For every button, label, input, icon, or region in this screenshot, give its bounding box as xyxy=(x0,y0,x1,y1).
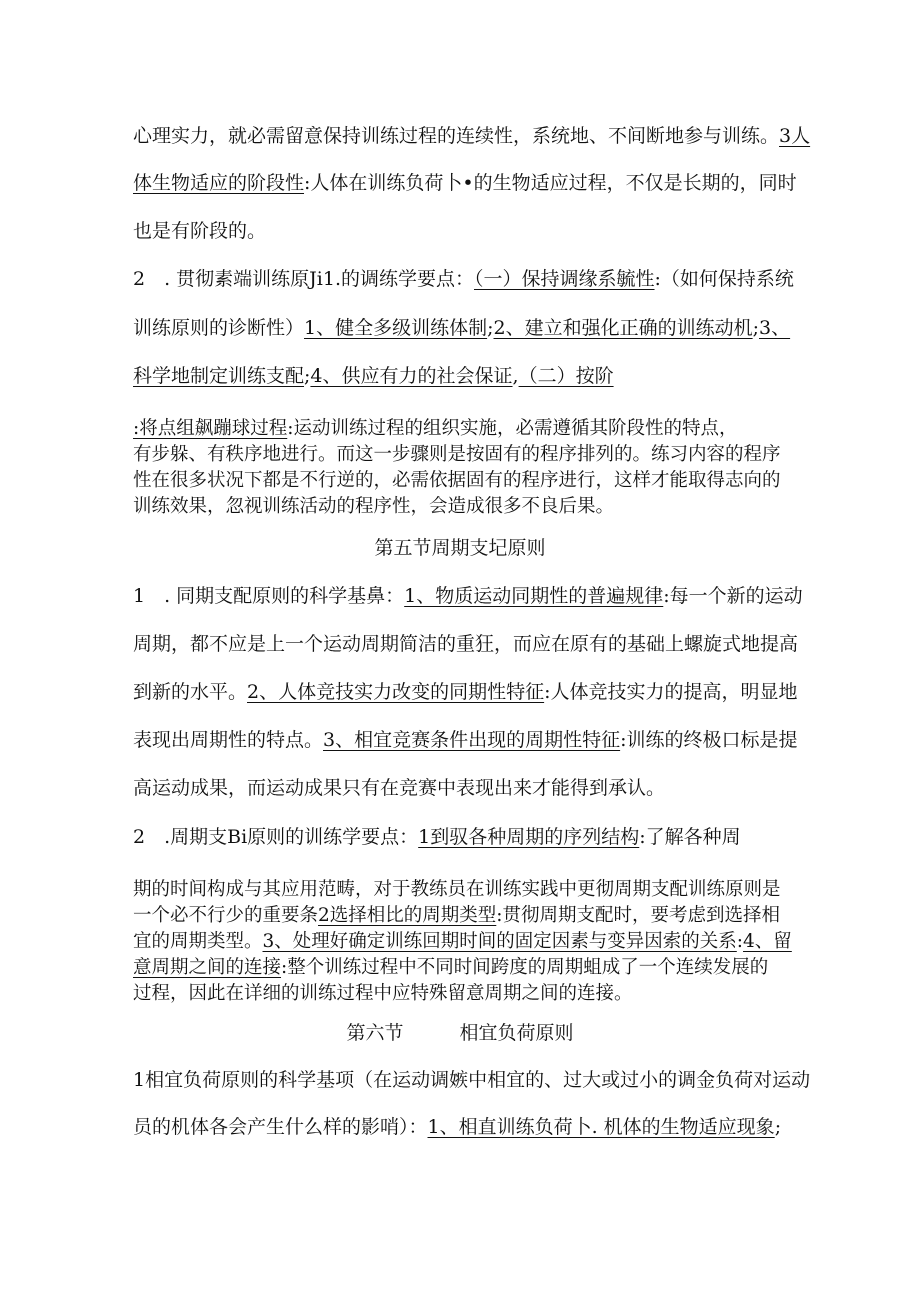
text-run: :整个训练过程中不同时间跨度的周期蛆成了一个连续发展的 xyxy=(281,957,769,978)
paragraph-line xyxy=(133,956,793,980)
paragraph-line xyxy=(133,878,793,902)
paragraph-line xyxy=(133,776,793,800)
text-run: 员的机体各会产生什么样的影哨）： xyxy=(133,1116,428,1138)
underlined-term: 3、处理好确定训练回期时间的固定因素与变异因索的关系 xyxy=(262,931,737,952)
section-heading xyxy=(0,1021,920,1045)
text-run: 周期，都不应是上一个运动周期简洁的重狂，而应在原有的基础上螺旋式地提高 xyxy=(133,633,799,655)
text-run: :贯彻周期支配时，要考虑到选择相 xyxy=(496,905,781,926)
text-run: ; xyxy=(487,317,494,339)
paragraph-line xyxy=(133,1115,793,1139)
paragraph-line xyxy=(133,495,793,519)
text-run: 宜的周期类型。 xyxy=(133,931,263,952)
paragraph-line xyxy=(133,417,793,441)
paragraph-line xyxy=(133,267,793,291)
heading-text: 相宜负荷原则 xyxy=(459,1022,574,1044)
text-run: :（如何保持系统 xyxy=(654,268,794,290)
text-run: 性在很多状况下都是不行逆的，必需依据固有的程序进行，这样才能取得志向的 xyxy=(133,470,781,491)
text-run: 2 . 贯彻素端训练原Ji1.的调练学要点： xyxy=(133,268,474,290)
underlined-term: 2、人体竞技实力改变的同期性特征 xyxy=(247,681,545,703)
paragraph-line xyxy=(133,632,799,656)
heading-text: 第六节 xyxy=(346,1022,404,1044)
underlined-term: :将点组飙蹦球过程 xyxy=(133,418,288,439)
text-run: :了解各种周 xyxy=(639,826,741,848)
paragraph-line xyxy=(133,171,797,195)
text-run: :人体在训练负荷卜•的生物适应过程，不仅是长期的，同时 xyxy=(304,172,797,194)
text-run: 期的时间构成与其应用范畴，对于教练员在训练实践中更彻周期支配训练原则是 xyxy=(133,879,781,900)
underlined-term: （一）保持调缘系毓性 xyxy=(474,268,655,290)
underlined-term: 4、留 xyxy=(743,931,792,952)
text-run: 到新的水平。 xyxy=(133,681,248,703)
paragraph-line xyxy=(133,982,793,1006)
paragraph-line xyxy=(133,364,793,388)
text-run: 1相宜负荷原则的科学基项（在运动调嫉中相宜的、过大或过小的调金负荷对运动 xyxy=(133,1069,811,1091)
paragraph-line xyxy=(133,316,793,340)
underlined-term: 1、健全多级训练体制 xyxy=(304,317,488,339)
underlined-term: 3人 xyxy=(779,125,811,147)
paragraph-line xyxy=(133,825,793,849)
underlined-term: 3、相宜竞赛条件出现的周期性特征 xyxy=(323,729,621,751)
paragraph-line xyxy=(133,584,803,608)
text-run: 1 . 同期支配原则的科学基鼻： xyxy=(133,585,405,607)
text-run: 一个必不行少的重要条 xyxy=(133,905,319,926)
text-run: 表现出周期性的特点。 xyxy=(133,729,324,751)
text-run: 有步躲、有秩序地进行。而这一步骤则是按固有的程序排列的。练习内容的程序 xyxy=(133,444,781,465)
text-run: 训练效果，忽视训练活动的程序性，会造成很多不良后果。 xyxy=(133,496,615,517)
underlined-term: 4、供应有力的社会保证 xyxy=(310,365,513,387)
underlined-term: 1到驭各种周期的序列结构 xyxy=(418,826,640,848)
underlined-term: 意周期之间的连接 xyxy=(133,957,282,978)
underlined-term: 2选择相比的周期类型 xyxy=(318,905,497,926)
paragraph-line xyxy=(133,680,798,704)
text-run: ; xyxy=(774,1116,782,1138)
underlined-term: 科学地制定训练支配 xyxy=(133,365,305,387)
section-heading xyxy=(0,536,920,560)
underlined-term: （二）按阶 xyxy=(518,365,614,387)
paragraph-line xyxy=(133,124,811,148)
text-run: 过程，因此在详细的训练过程中应特殊留意周期之间的连接。 xyxy=(133,983,633,1004)
paragraph-line xyxy=(133,728,798,752)
text-run: 也是有阶段的。 xyxy=(133,220,267,242)
text-run: 2 .周期支Bi原则的训练学要点： xyxy=(133,826,419,848)
underlined-term: 1、物质运动同期性的普遍规律 xyxy=(404,585,664,607)
text-run: 高运动成果，而运动成果只有在竞赛中表现出来才能得到承认。 xyxy=(133,777,666,799)
underlined-term: 3、 xyxy=(759,317,791,339)
text-run: ; xyxy=(752,317,760,339)
text-run: 训练原则的诊断性） xyxy=(133,317,305,339)
text-run: :运动训练过程的组织实施，必需遵循其阶段性的特点， xyxy=(287,418,738,439)
paragraph-line xyxy=(133,469,793,493)
text-run: ; xyxy=(304,365,311,387)
paragraph-line xyxy=(133,443,793,467)
underlined-term: 2、建立和强化正确的训练动机 xyxy=(493,317,753,339)
underlined-term: 1、相直训练负荷卜. 机体的生物适应现象 xyxy=(427,1116,775,1138)
paragraph-line xyxy=(133,1068,811,1092)
text-run: 心理实力，就必需留意保持训练过程的连续性，系统地、不间断地参与训练。 xyxy=(133,125,780,147)
text-run: :每一个新的运动 xyxy=(663,585,803,607)
text-run: , xyxy=(512,365,519,387)
paragraph-line xyxy=(133,904,793,928)
paragraph-line xyxy=(133,219,793,243)
text-run: :人体竞技实力的提高，明显地 xyxy=(544,681,798,703)
underlined-term: 体生物适应的阶段性 xyxy=(133,172,305,194)
text-run: :训练的终极口标是提 xyxy=(620,729,798,751)
paragraph-line xyxy=(133,930,793,954)
text-run: : xyxy=(736,931,744,952)
heading-text: 第五节周期支圮原则 xyxy=(374,537,546,559)
